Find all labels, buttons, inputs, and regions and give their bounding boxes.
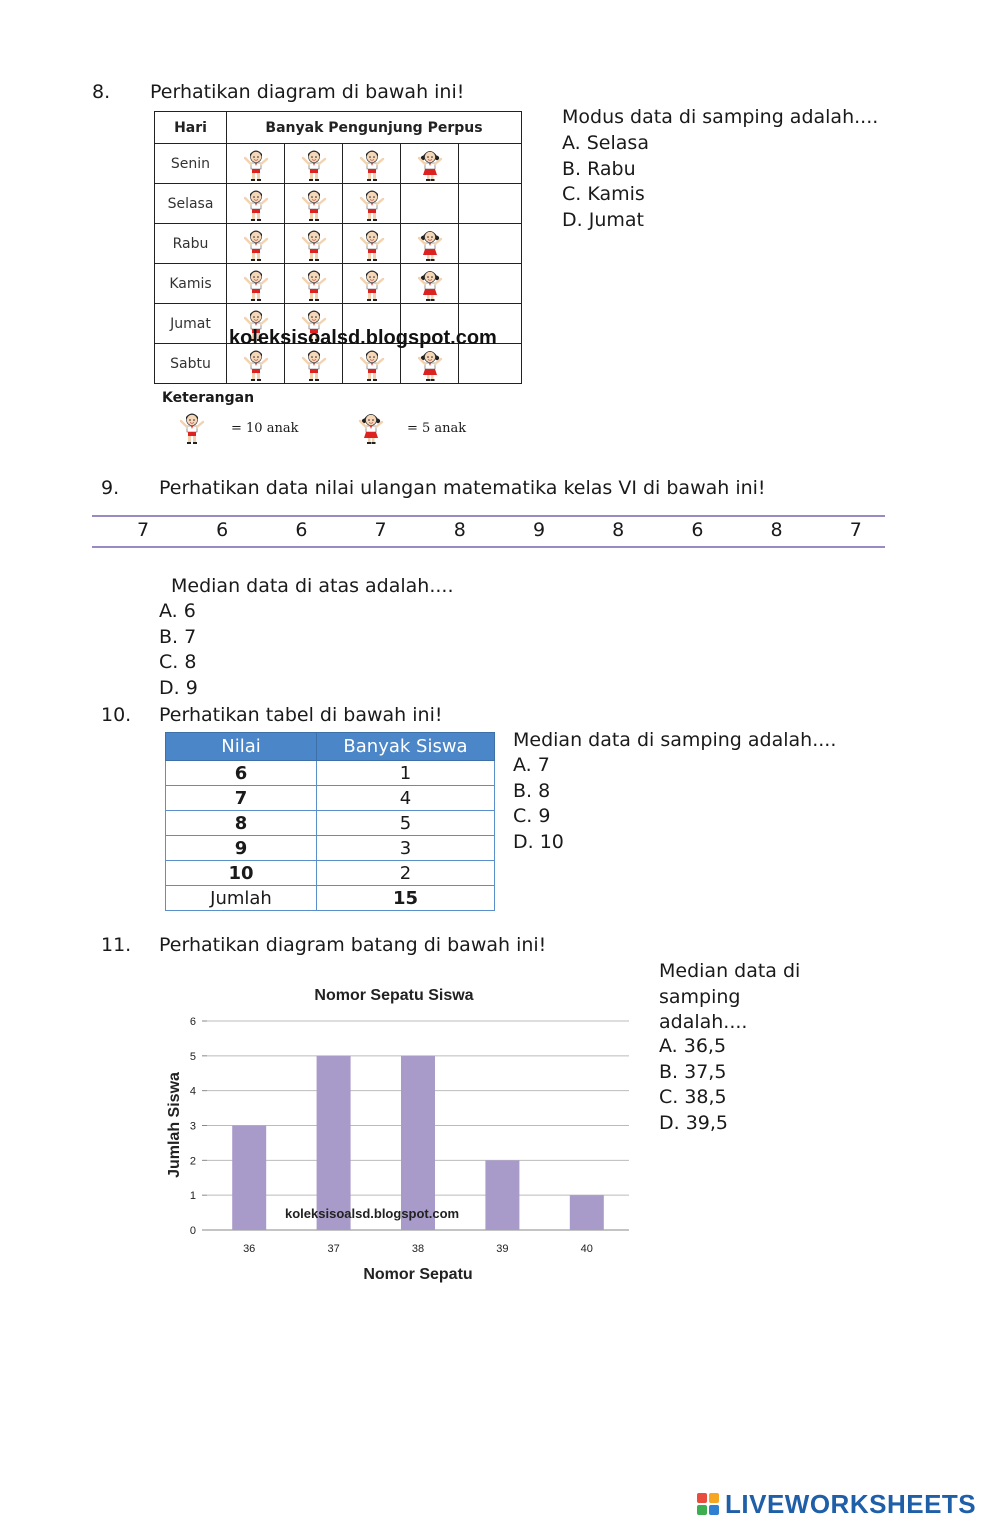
q9-option-c[interactable]: C. 8 [159, 651, 197, 673]
score-value: 8 [166, 811, 317, 836]
pictogram-cell [227, 264, 285, 304]
data-value: 6 [295, 519, 308, 541]
q11-options [659, 1034, 728, 1136]
q10-option-a[interactable]: A. 7 [513, 754, 550, 776]
pictogram-cell [285, 224, 343, 264]
q10-question: Median data di samping adalah.... [513, 729, 837, 751]
day-label: Sabtu [155, 344, 227, 384]
score-value: 10 [166, 861, 317, 886]
student-count: 5 [317, 811, 495, 836]
boy-icon [358, 193, 386, 212]
total-row [166, 886, 495, 911]
q8-options [562, 131, 649, 233]
x-tick-label: 37 [327, 1243, 340, 1255]
pictogram-cell [459, 264, 522, 304]
q8-prompt: Perhatikan diagram di bawah ini! [150, 81, 465, 103]
day-label: Senin [155, 144, 227, 184]
table-row [166, 811, 495, 836]
liveworksheets-logo [697, 1488, 976, 1520]
q11-option-d[interactable]: D. 39,5 [659, 1111, 729, 1134]
boy-icon [358, 353, 386, 372]
data-value: 8 [612, 519, 625, 541]
q9-option-b[interactable]: B. 7 [159, 625, 197, 648]
y-tick-label: 2 [189, 1155, 196, 1168]
boy-icon [358, 233, 386, 252]
bar [232, 1126, 266, 1231]
col-header-visitors: Banyak Pengunjung Perpus [227, 112, 522, 144]
q10-option-d[interactable]: D. 10 [513, 830, 564, 853]
col-header-students: Banyak Siswa [317, 733, 495, 761]
pictogram-cell [401, 224, 459, 264]
legend-boy-label: = 10 anak [231, 421, 299, 436]
y-tick-label: 1 [189, 1190, 196, 1203]
q8-question: Modus data di samping adalah.... [562, 106, 879, 128]
pictogram-cell [227, 184, 285, 224]
q10-options [513, 753, 564, 855]
q8-option-c[interactable]: C. Kamis [562, 183, 645, 205]
legend-girl-icon [357, 408, 385, 446]
x-tick-label: 40 [580, 1243, 593, 1255]
data-value: 6 [691, 519, 704, 541]
boy-icon [242, 353, 270, 372]
shoe-size-bar-chart [160, 975, 640, 1290]
boy-icon [242, 153, 270, 172]
q9-prompt: Perhatikan data nilai ulangan matematika kelas VI di bawah ini! [159, 477, 766, 499]
legend-title: Keterangan [162, 390, 255, 406]
boy-icon [300, 353, 328, 372]
pictogram-cell [285, 144, 343, 184]
pictogram-cell [401, 184, 459, 224]
score-value: 9 [166, 836, 317, 861]
y-tick-label: 0 [189, 1225, 196, 1237]
girl-icon [416, 233, 444, 252]
pictogram-cell [343, 224, 401, 264]
girl-icon [416, 153, 444, 172]
q11-question-line-3: adalah.... [659, 1011, 748, 1033]
q10-prompt: Perhatikan tabel di bawah ini! [159, 704, 443, 726]
data-value: 7 [374, 519, 387, 541]
data-value: 6 [216, 519, 229, 541]
col-header-value: Nilai [166, 733, 317, 761]
q8-option-d[interactable]: D. Jumat [562, 208, 644, 231]
student-count: 3 [317, 836, 495, 861]
y-tick-label: 4 [189, 1085, 196, 1098]
q8-option-b[interactable]: B. Rabu [562, 157, 636, 180]
logo-square-green [697, 1505, 707, 1515]
logo-squares-icon [697, 1493, 719, 1515]
pictogram-cell [401, 264, 459, 304]
q9-option-a[interactable]: A. 6 [159, 600, 196, 622]
bar [317, 1056, 351, 1230]
q9-options [159, 599, 198, 701]
girl-icon [416, 273, 444, 292]
data-value: 8 [453, 519, 466, 541]
girl-icon [416, 353, 444, 372]
pictogram-cell [343, 184, 401, 224]
boy-icon [300, 233, 328, 252]
legend-boy-icon [178, 408, 206, 446]
q11-number: 11. [101, 934, 132, 956]
data-value: 9 [532, 519, 546, 541]
legend-girl-label: = 5 anak [407, 421, 467, 436]
chart-ylabel: Jumlah Siswa [166, 1072, 183, 1178]
data-value: 7 [136, 519, 150, 541]
pictogram-row [155, 264, 522, 304]
day-label: Kamis [155, 264, 227, 304]
q11-question [659, 959, 800, 1036]
pictogram-cell [285, 184, 343, 224]
q10-option-b[interactable]: B. 8 [513, 779, 551, 802]
logo-wordmark: LIVEWORKSHEETS [725, 1488, 977, 1519]
bar [401, 1056, 435, 1230]
day-label: Rabu [155, 224, 227, 264]
number-row-top-line [92, 515, 885, 517]
q9-number: 9. [101, 477, 120, 499]
table-row [166, 786, 495, 811]
day-label: Selasa [155, 184, 227, 224]
q9-question: Median data di atas adalah.... [171, 575, 454, 597]
chart-xlabel: Nomor Sepatu [363, 1266, 473, 1283]
x-tick-label: 36 [243, 1243, 256, 1255]
score-value: 7 [166, 786, 317, 811]
day-label: Jumat [155, 304, 227, 344]
pictogram-cell [227, 224, 285, 264]
q11-question-line-1: Median data di [659, 960, 801, 982]
student-count: 2 [317, 861, 495, 886]
pictogram-cell [459, 144, 522, 184]
boy-icon [358, 273, 386, 292]
pictogram-cell [285, 264, 343, 304]
y-tick-label: 6 [189, 1016, 196, 1028]
pictogram-row [155, 184, 522, 224]
logo-square-orange [709, 1493, 719, 1503]
pictogram-cell [343, 264, 401, 304]
q11-option-a[interactable]: A. 36,5 [659, 1035, 727, 1057]
logo-square-blue [709, 1505, 719, 1515]
col-header-day: Hari [155, 112, 227, 144]
pictogram-cell [401, 144, 459, 184]
pictogram-cell [343, 144, 401, 184]
x-tick-label: 39 [496, 1243, 509, 1255]
chart-title: Nomor Sepatu Siswa [314, 987, 474, 1004]
x-tick-label: 38 [411, 1243, 425, 1255]
pictogram-cell [459, 224, 522, 264]
student-count: 4 [317, 786, 495, 811]
q10-number: 10. [101, 704, 132, 726]
boy-icon [242, 193, 270, 212]
boy-icon [242, 273, 270, 292]
pictogram-row [155, 224, 522, 264]
table-row [166, 836, 495, 861]
student-count: 1 [317, 761, 495, 786]
q8-number: 8. [92, 81, 111, 103]
q8-option-a[interactable]: A. Selasa [562, 132, 649, 154]
y-tick-label: 3 [189, 1120, 196, 1133]
q11-question-line-2: samping [659, 985, 741, 1008]
bar [485, 1160, 519, 1230]
total-value: 15 [317, 886, 495, 911]
data-value: 7 [849, 519, 862, 541]
y-tick-label: 5 [189, 1050, 196, 1063]
table-row [166, 761, 495, 786]
boy-icon [242, 233, 270, 252]
q11-option-b[interactable]: B. 37,5 [659, 1060, 727, 1083]
chart-watermark: koleksisoalsd.blogspot.com [285, 1206, 460, 1221]
table-row [166, 861, 495, 886]
boy-icon [358, 153, 386, 172]
score-table [165, 732, 495, 911]
q11-prompt: Perhatikan diagram batang di bawah ini! [159, 934, 547, 956]
pictogram-row [155, 144, 522, 184]
score-value: 6 [166, 761, 317, 786]
pictogram-cell [459, 184, 522, 224]
q9-option-d[interactable]: D. 9 [159, 676, 198, 699]
boy-icon [300, 273, 328, 292]
bar [570, 1195, 604, 1230]
boy-icon [300, 153, 328, 172]
number-row-bottom-line [92, 546, 885, 548]
pictogram-cell [227, 144, 285, 184]
logo-square-red [697, 1493, 707, 1503]
data-value: 8 [770, 519, 783, 541]
watermark: koleksisoalsd.blogspot.com [229, 327, 497, 349]
q11-option-c[interactable]: C. 38,5 [659, 1086, 727, 1108]
total-label: Jumlah [166, 886, 317, 911]
boy-icon [300, 193, 328, 212]
q10-option-c[interactable]: C. 9 [513, 805, 551, 827]
